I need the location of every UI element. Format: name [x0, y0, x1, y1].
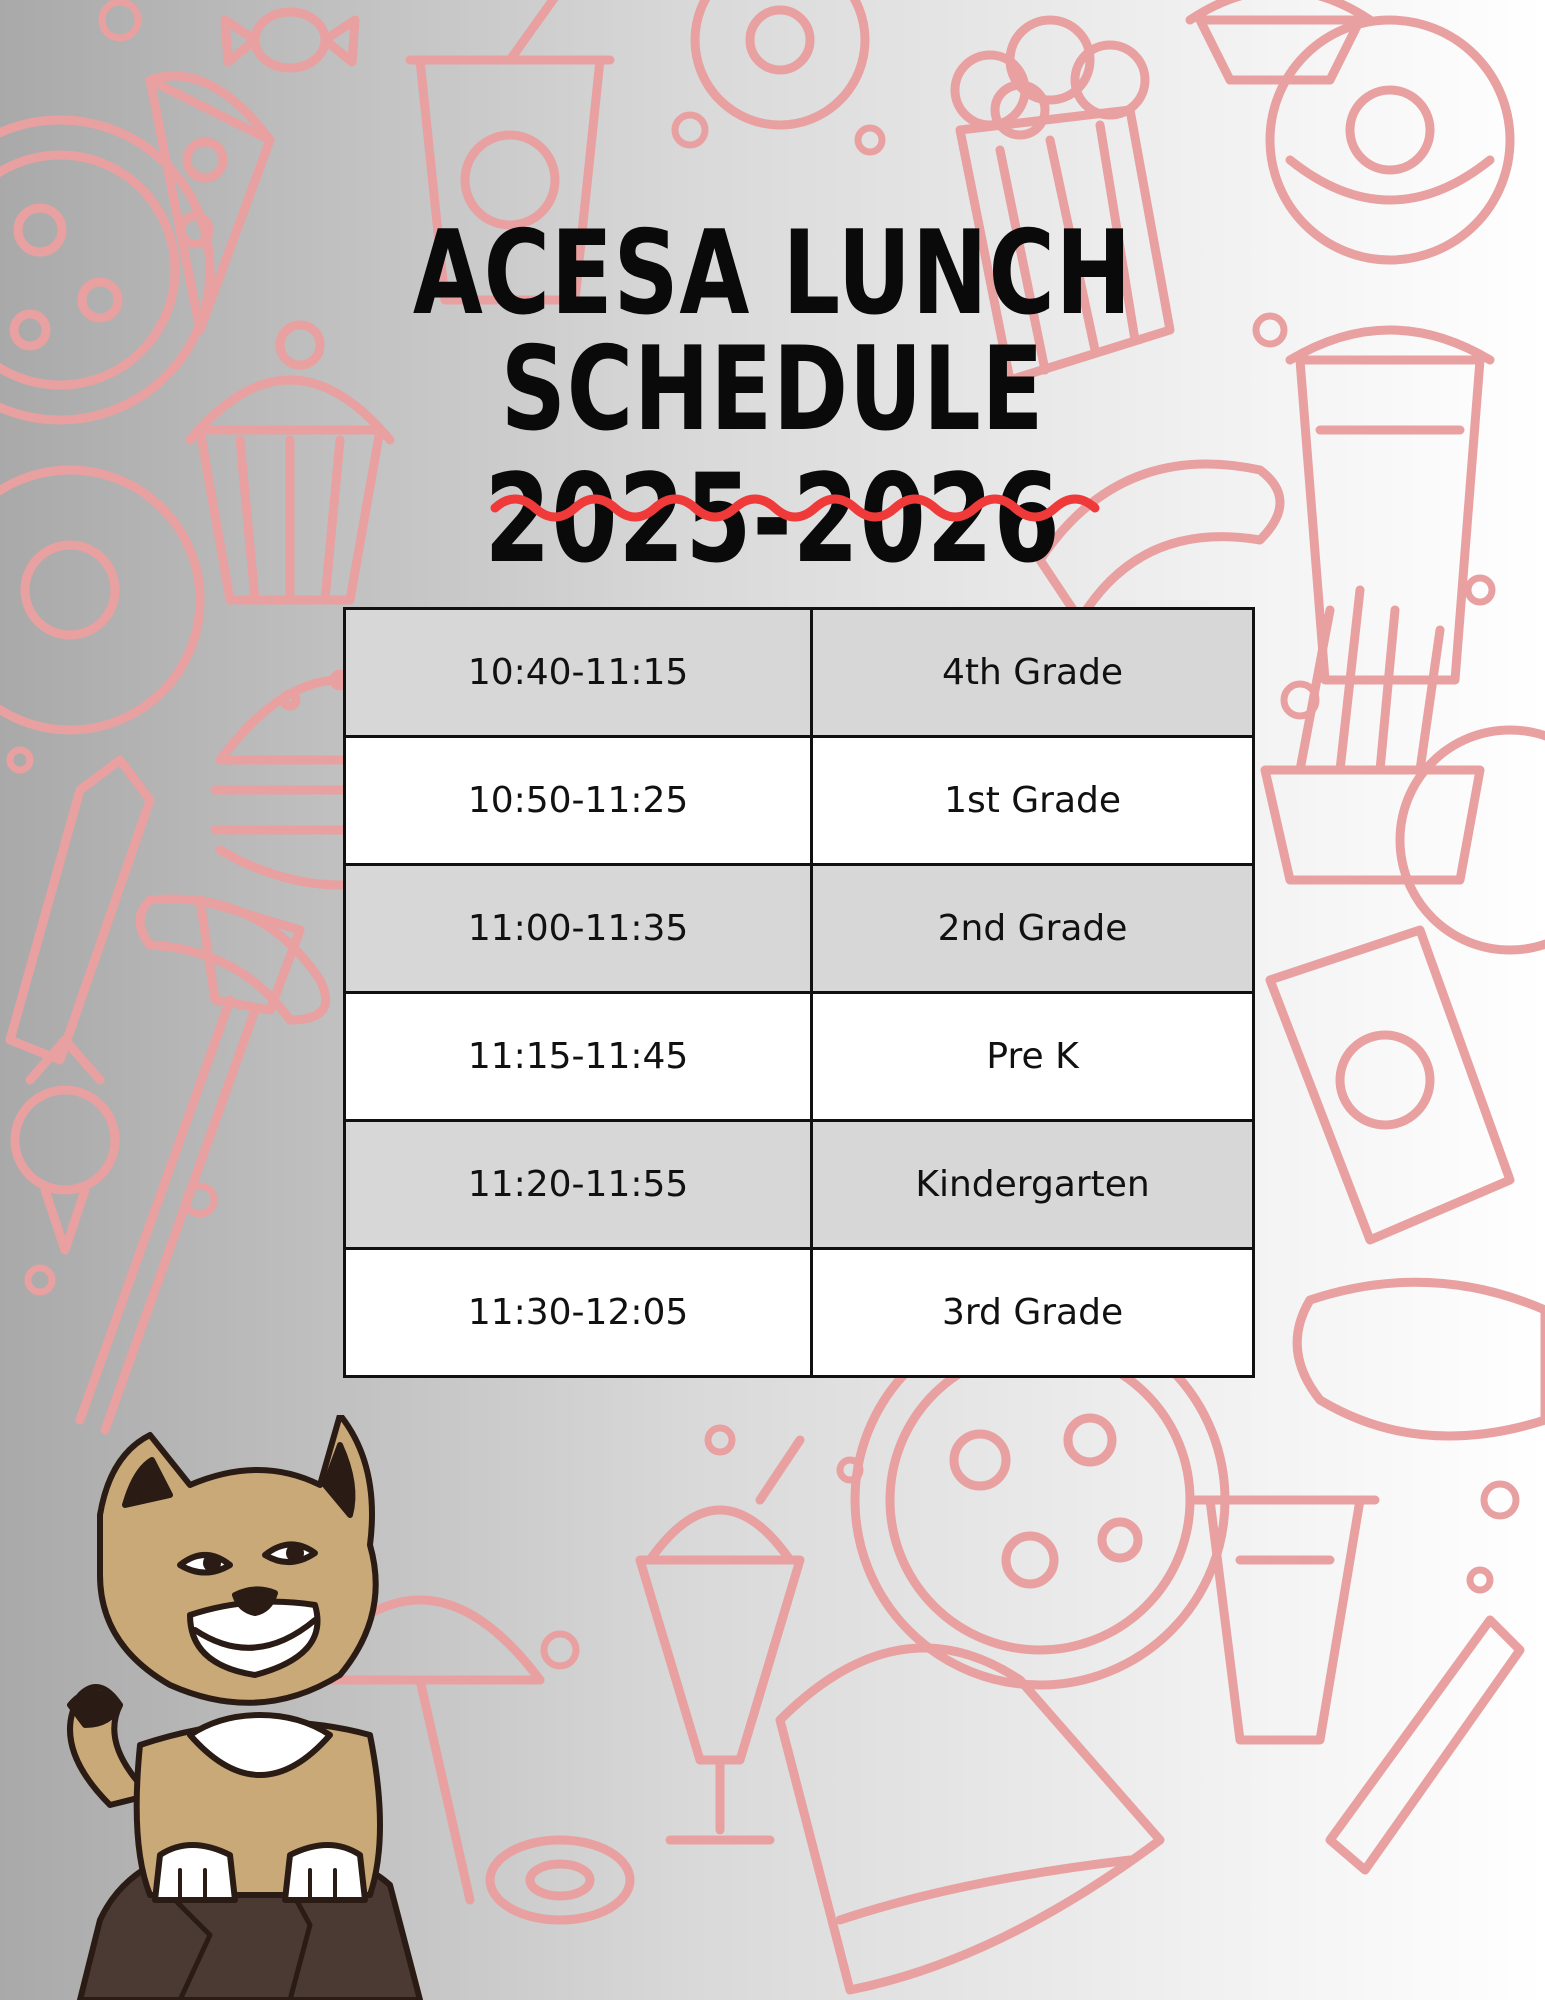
- table-row: [345, 865, 1254, 993]
- grade-cell: 4th Grade: [812, 609, 1254, 737]
- lunch-time-cell: 11:00-11:35: [345, 865, 812, 993]
- cupcake-icon: [1190, 0, 1370, 80]
- table-row: [345, 1121, 1254, 1249]
- grade-cell: 2nd Grade: [812, 865, 1254, 993]
- table-row: [345, 1249, 1254, 1377]
- grade-cell: Pre K: [812, 993, 1254, 1121]
- lunch-time-cell: 10:40-11:15: [345, 609, 812, 737]
- lunch-time-cell: 11:30-12:05: [345, 1249, 812, 1377]
- lunch-time-cell: 11:20-11:55: [345, 1121, 812, 1249]
- drink-cup-icon: [1270, 930, 1510, 1240]
- candy-icon: [225, 12, 355, 68]
- sugar-packet-icon: [1330, 1620, 1520, 1870]
- wildcat-mascot-icon: [40, 1415, 440, 2000]
- lunch-time-cell: 11:15-11:45: [345, 993, 812, 1121]
- fries-icon: [1265, 590, 1480, 880]
- milkshake-icon: [640, 1440, 800, 1840]
- table-row: [345, 609, 1254, 737]
- drink-cup-icon: [10, 760, 150, 1060]
- title-line-2: 2025-2026: [484, 448, 1061, 591]
- candy-icon: [15, 1040, 115, 1250]
- title-line-1: ACESA LUNCH SCHEDULE: [412, 206, 1133, 458]
- title-underline-wave: [490, 488, 1105, 528]
- grade-cell: 1st Grade: [812, 737, 1254, 865]
- grade-cell: 3rd Grade: [812, 1249, 1254, 1377]
- hotdog-icon: [1297, 1282, 1545, 1436]
- table-row: [345, 737, 1254, 865]
- candy-icon: [490, 1840, 630, 1920]
- table-row: [345, 993, 1254, 1121]
- grade-cell: Kindergarten: [812, 1121, 1254, 1249]
- sandwich-icon: [780, 1648, 1160, 1990]
- lunch-time-cell: 10:50-11:25: [345, 737, 812, 865]
- donut-icon: [695, 0, 865, 125]
- lunch-schedule-table: [343, 607, 1255, 1378]
